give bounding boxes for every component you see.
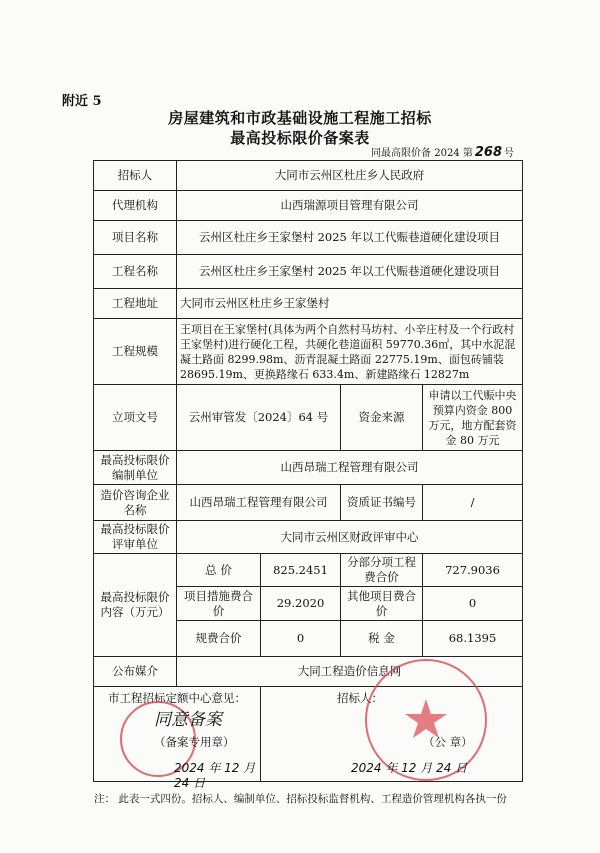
label-center-opinion: 市工程招标定额中心意见： xyxy=(108,691,246,705)
value-works-name: 云州区杜庄乡王家堡村 2025 年以工代赈巷道硬化建设项目 xyxy=(177,255,523,289)
handwritten-approval: 同意备案 xyxy=(154,710,222,730)
row-scope xyxy=(94,319,523,385)
value-fund-source: 申请以工代赈中央预算内资金 800 万元，地方配套资金 80 万元 xyxy=(423,385,523,451)
row-works-name xyxy=(94,255,523,289)
value-address: 大同市云州区杜庄乡王家堡村 xyxy=(177,289,523,319)
row-agency xyxy=(94,191,523,221)
label-tenderer: 招标人 xyxy=(94,161,177,191)
label-scope: 工程规模 xyxy=(94,319,177,385)
label-fees: 规费合价 xyxy=(177,621,261,657)
value-measures: 29.2020 xyxy=(261,587,341,621)
reference-handwritten-number: 268 xyxy=(474,145,502,160)
value-approval: 云州审管发〔2024〕64 号 xyxy=(177,385,341,451)
row-consult xyxy=(94,485,523,521)
label-itemized: 分部分项工程费合价 xyxy=(341,554,423,587)
label-compiler: 最高投标限价编制单位 xyxy=(94,451,177,485)
value-media: 大同工程造价信息网 xyxy=(177,657,523,687)
value-compiler: 山西昂瑞工程管理有限公司 xyxy=(177,451,523,485)
value-total: 825.2451 xyxy=(261,554,341,587)
opinion-center-cell xyxy=(94,687,261,790)
row-review xyxy=(94,521,523,554)
tenderer-date: 2024 年 12 月 24 日 xyxy=(351,761,468,775)
row-content-total xyxy=(94,554,523,587)
tenderer-seal-note: （公 章） xyxy=(423,735,473,749)
value-tax: 68.1395 xyxy=(423,621,523,657)
row-tenderer xyxy=(94,161,523,191)
value-review: 大同市云州区财政评审中心 xyxy=(177,521,523,554)
label-works-name: 工程名称 xyxy=(94,255,177,289)
label-consult: 造价咨询企业名称 xyxy=(94,485,177,521)
value-cert-number: / xyxy=(423,485,523,521)
value-other: 0 xyxy=(423,587,523,621)
row-address xyxy=(94,289,523,319)
label-fund-source: 资金来源 xyxy=(341,385,423,451)
filing-stamp-note: （备案专用章） xyxy=(154,735,235,749)
label-cert-number: 资质证书编号 xyxy=(341,485,423,521)
value-itemized: 727.9036 xyxy=(423,554,523,587)
value-consult: 山西昂瑞工程管理有限公司 xyxy=(177,485,341,521)
value-fees: 0 xyxy=(261,621,341,657)
label-media: 公布媒介 xyxy=(94,657,177,687)
opinion-tenderer-cell xyxy=(261,687,523,782)
annex-label: 附近 5 xyxy=(62,94,102,109)
label-tax: 税 金 xyxy=(341,621,423,657)
label-tenderer-seal: 招标人： xyxy=(337,691,383,705)
row-approval xyxy=(94,385,523,451)
label-total: 总 价 xyxy=(177,554,261,587)
label-approval: 立项文号 xyxy=(94,385,177,451)
value-scope: 王项目在王家堡村(具体为两个自然村马坊村、小辛庄村及一个行政村王家堡村)进行硬化工程，共硬化巷道面积 59770.36㎡，其中水泥混凝土路面 8299.98m、沥青混凝土路面 22775.19m、面包砖铺装 28695.19m、更换路缘石 633.4m、新建路缘石 12827m xyxy=(177,319,523,385)
label-address: 工程地址 xyxy=(94,289,177,319)
row-opinions xyxy=(94,687,523,782)
label-measures: 项目措施费合价 xyxy=(177,587,261,621)
label-review: 最高投标限价评审单位 xyxy=(94,521,177,554)
value-agency: 山西瑞源项目管理有限公司 xyxy=(177,191,523,221)
value-project-name: 云州区杜庄乡王家堡村 2025 年以工代赈巷道硬化建设项目 xyxy=(177,221,523,255)
row-project-name xyxy=(94,221,523,255)
value-tenderer: 大同市云州区杜庄乡人民政府 xyxy=(177,161,523,191)
filing-form-table xyxy=(93,160,523,790)
reference-number: 同最高限价备 2024 第 268 号 xyxy=(371,145,514,160)
document-title: 房屋建筑和市政基础设施工程施工招标 xyxy=(168,109,432,127)
row-compiler xyxy=(94,451,523,485)
label-other: 其他项目费合价 xyxy=(341,587,423,621)
footnote: 注： 此表一式四份。招标人、编制单位、招标投标监督机构、工程造价管理机构各执一份 xyxy=(94,793,507,805)
label-price-content: 最高投标限价内容（万元） xyxy=(94,554,177,657)
label-project-name: 项目名称 xyxy=(94,221,177,255)
center-date: 2024 年 12 月 24 日 xyxy=(174,761,256,790)
label-agency: 代理机构 xyxy=(94,191,177,221)
document-subtitle: 最高投标限价备案表 xyxy=(230,129,370,147)
